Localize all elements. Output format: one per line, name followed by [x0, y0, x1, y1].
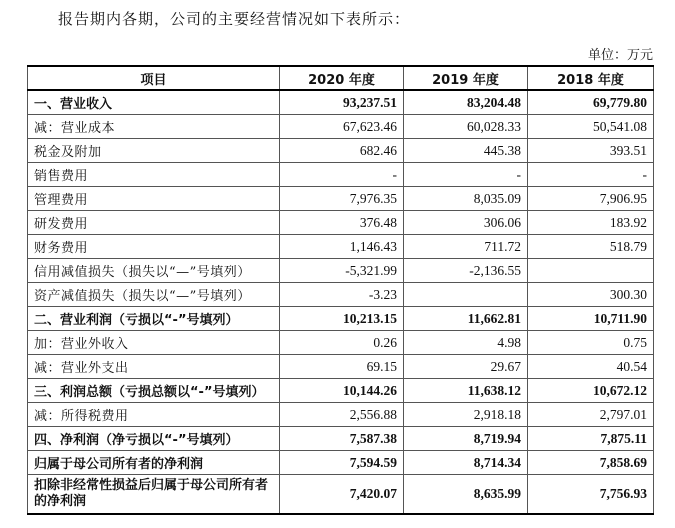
value-2019: 8,035.09 [404, 187, 528, 211]
value-2019: 711.72 [404, 235, 528, 259]
value-2020: 376.48 [280, 211, 404, 235]
header-2019: 2019 年度 [404, 66, 528, 90]
value-2020: 10,213.15 [280, 307, 404, 331]
row-label: 销售费用 [28, 163, 280, 187]
table-row [28, 259, 654, 283]
value-2018: - [528, 163, 654, 187]
value-2018: 10,672.12 [528, 379, 654, 403]
header-2018: 2018 年度 [528, 66, 654, 90]
row-label: 一、营业收入 [28, 90, 280, 115]
row-label: 信用减值损失（损失以“—”号填列） [28, 259, 280, 283]
table-row [28, 451, 654, 475]
value-2020: 10,144.26 [280, 379, 404, 403]
value-2018: 7,875.11 [528, 427, 654, 451]
value-2018: 7,858.69 [528, 451, 654, 475]
row-label: 税金及附加 [28, 139, 280, 163]
value-2019: 8,719.94 [404, 427, 528, 451]
table-row [28, 163, 654, 187]
value-2019: - [404, 163, 528, 187]
value-2018: 183.92 [528, 211, 654, 235]
value-2018: 393.51 [528, 139, 654, 163]
value-2019: 60,028.33 [404, 115, 528, 139]
value-2020: - [280, 163, 404, 187]
value-2020: 2,556.88 [280, 403, 404, 427]
row-label: 四、净利润（净亏损以“-”号填列） [28, 427, 280, 451]
table-row [28, 355, 654, 379]
table-header-row [28, 66, 654, 90]
value-2019: -2,136.55 [404, 259, 528, 283]
table-row [28, 403, 654, 427]
value-2019: 2,918.18 [404, 403, 528, 427]
intro-text: 报告期内各期，公司的主要经营情况如下表所示： [58, 10, 411, 28]
value-2020: -5,321.99 [280, 259, 404, 283]
table-row [28, 90, 654, 115]
value-2018: 7,906.95 [528, 187, 654, 211]
value-2020: 0.26 [280, 331, 404, 355]
table-row [28, 331, 654, 355]
value-2019: 11,638.12 [404, 379, 528, 403]
value-2020: 7,594.59 [280, 451, 404, 475]
value-2019: 83,204.48 [404, 90, 528, 115]
value-2020: 7,976.35 [280, 187, 404, 211]
table-row [28, 187, 654, 211]
value-2020: 1,146.43 [280, 235, 404, 259]
value-2019: 29.67 [404, 355, 528, 379]
row-label: 减：所得税费用 [28, 403, 280, 427]
table-row [28, 379, 654, 403]
table-row [28, 211, 654, 235]
row-label: 财务费用 [28, 235, 280, 259]
row-label: 减：营业外支出 [28, 355, 280, 379]
value-2019 [404, 283, 528, 307]
value-2018: 0.75 [528, 331, 654, 355]
value-2020: 93,237.51 [280, 90, 404, 115]
value-2018: 2,797.01 [528, 403, 654, 427]
table-row [28, 115, 654, 139]
value-2018: 10,711.90 [528, 307, 654, 331]
row-label: 扣除非经常性损益后归属于母公司所有者的净利润 [28, 475, 280, 515]
value-2020: -3.23 [280, 283, 404, 307]
value-2018: 7,756.93 [528, 475, 654, 515]
financial-table [27, 65, 654, 515]
table-row [28, 283, 654, 307]
value-2018: 50,541.08 [528, 115, 654, 139]
value-2020: 67,623.46 [280, 115, 404, 139]
value-2018: 300.30 [528, 283, 654, 307]
row-label: 加：营业外收入 [28, 331, 280, 355]
table-row [28, 475, 654, 515]
unit-label: 单位：万元 [587, 48, 653, 63]
value-2020: 69.15 [280, 355, 404, 379]
table-row [28, 235, 654, 259]
value-2019: 445.38 [404, 139, 528, 163]
row-label: 三、利润总额（亏损总额以“-”号填列） [28, 379, 280, 403]
table-row [28, 427, 654, 451]
value-2019: 8,714.34 [404, 451, 528, 475]
value-2018: 69,779.80 [528, 90, 654, 115]
row-label: 资产减值损失（损失以“—”号填列） [28, 283, 280, 307]
table-row [28, 139, 654, 163]
row-label: 二、营业利润（亏损以“-”号填列） [28, 307, 280, 331]
value-2019: 8,635.99 [404, 475, 528, 515]
row-label: 归属于母公司所有者的净利润 [28, 451, 280, 475]
row-label: 研发费用 [28, 211, 280, 235]
value-2020: 7,420.07 [280, 475, 404, 515]
header-item: 项目 [28, 66, 280, 90]
header-2020: 2020 年度 [280, 66, 404, 90]
row-label: 减：营业成本 [28, 115, 280, 139]
value-2019: 306.06 [404, 211, 528, 235]
value-2018: 518.79 [528, 235, 654, 259]
value-2018: 40.54 [528, 355, 654, 379]
value-2019: 4.98 [404, 331, 528, 355]
row-label: 管理费用 [28, 187, 280, 211]
value-2019: 11,662.81 [404, 307, 528, 331]
table-row [28, 307, 654, 331]
value-2018 [528, 259, 654, 283]
value-2020: 7,587.38 [280, 427, 404, 451]
value-2020: 682.46 [280, 139, 404, 163]
